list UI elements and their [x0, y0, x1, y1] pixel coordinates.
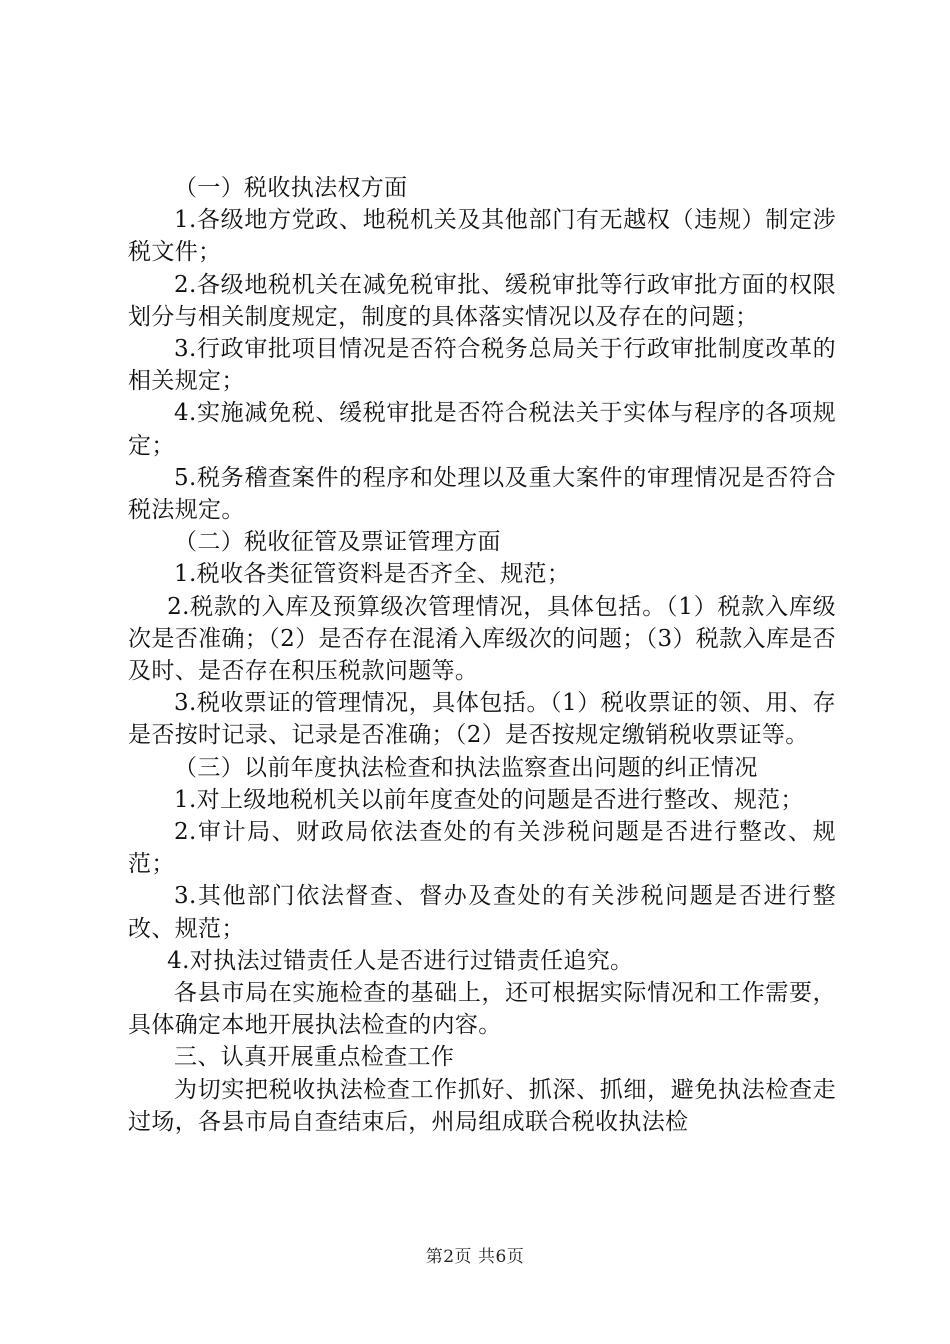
paragraph-item: 5.税务稽查案件的程序和处理以及重大案件的审理情况是否符合税法规定。: [128, 464, 836, 524]
section-heading-previous-inspections: （三）以前年度执法检查和执法监察查出问题的纠正情况: [174, 754, 758, 781]
section-heading-law-enforcement-power: （一）税收执法权方面: [174, 175, 408, 201]
paragraph-item: 4.实施减免税、缓税审批是否符合税法关于实体与程序的各项规定；: [128, 400, 836, 459]
paragraph-item: 2.税款的入库及预算级次管理情况，具体包括。（1）税款入库级次是否准确；（2）是否存在混淆入库级次的问题；（3）税款入库是否及时、是否存在积压税款问题等。: [128, 593, 836, 685]
paragraph-item: 3.行政审批项目情况是否符合税务总局关于行政审批制度改革的相关规定；: [128, 336, 836, 395]
paragraph-item: 2.审计局、财政局依法查处的有关涉税问题是否进行整改、规范；: [128, 819, 836, 878]
paragraph-item: 1.对上级地税机关以前年度查处的问题是否进行整改、规范；: [174, 786, 804, 813]
page-number-footer: 第2页 共6页: [425, 1247, 525, 1267]
paragraph-item: 3.税收票证的管理情况，具体包括。（1）税收票证的领、用、存是否按时记录、记录是否准确；（2）是否按规定缴销税收票证等。: [128, 690, 836, 749]
paragraph-text: 为切实把税收执法检查工作抓好、抓深、抓细，避免执法检查走过场，各县市局自查结束后，州局组成联合税收执法检: [128, 1076, 836, 1135]
paragraph-item: 2.各级地税机关在减免税审批、缓税审批等行政审批方面的权限划分与相关制度规定，制度的具体落实情况以及存在的问题；: [128, 271, 836, 330]
section-heading-key-inspection: 三、认真开展重点检查工作: [174, 1044, 455, 1071]
paragraph-item: 1.税收各类征管资料是否齐全、规范；: [174, 561, 571, 588]
section-heading-collection-management: （二）税收征管及票证管理方面: [174, 529, 501, 556]
paragraph-item: 4.对执法过错责任人是否进行过错责任追究。: [167, 947, 634, 974]
paragraph-text: 各县市局在实施检查的基础上，还可根据实际情况和工作需要，具体确定本地开展执法检查的内容。: [128, 980, 836, 1039]
paragraph-item: 3.其他部门依法督查、督办及查处的有关涉税问题是否进行整改、规范；: [128, 883, 836, 942]
document-body: [128, 172, 836, 1138]
paragraph-item: 1.各级地方党政、地税机关及其他部门有无越权（违规）制定涉税文件；: [128, 207, 836, 266]
